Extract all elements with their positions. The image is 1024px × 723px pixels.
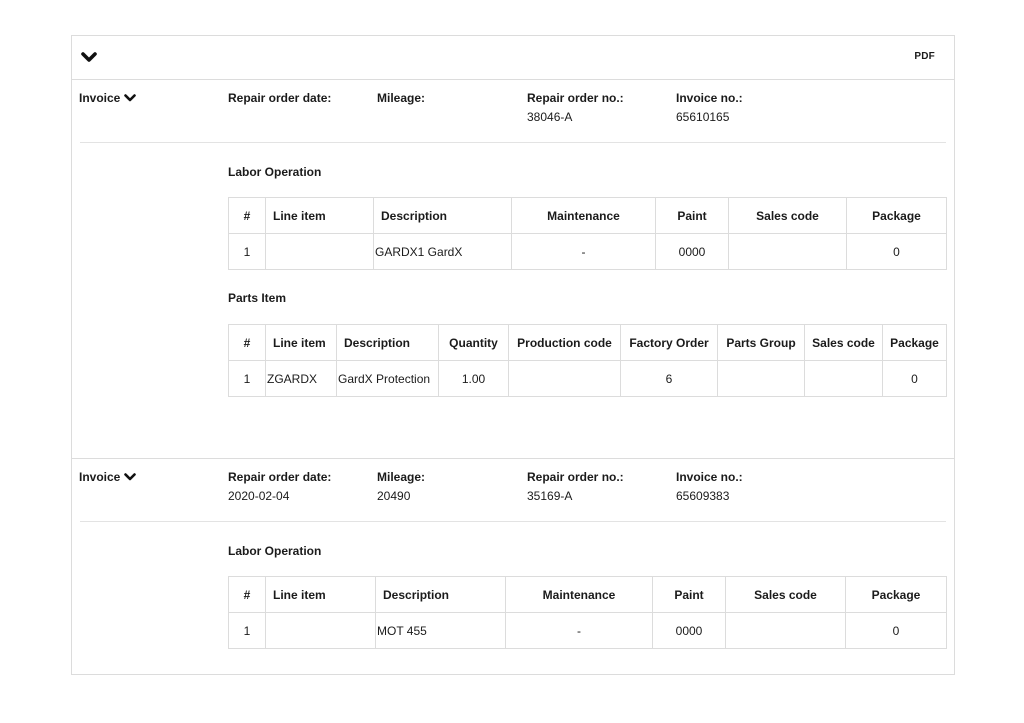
pdf-button[interactable]: PDF [914, 51, 935, 62]
column-header: Description [376, 577, 506, 613]
column-header: Package [883, 325, 947, 361]
column-header: Description [337, 325, 439, 361]
invoice-section [72, 460, 954, 674]
table-cell [726, 613, 846, 649]
repair-order-date [228, 91, 331, 110]
table-header-row [229, 577, 947, 613]
invoice-no [676, 470, 743, 503]
invoice-toggle[interactable] [79, 91, 136, 105]
table-cell [805, 361, 883, 397]
column-header: Production code [509, 325, 621, 361]
invoice-no-value: 65609383 [676, 489, 730, 503]
repair-order-no-value: 35169-A [527, 489, 573, 503]
column-header: Paint [656, 198, 729, 234]
column-header: Sales code [805, 325, 883, 361]
column-header: Parts Group [718, 325, 805, 361]
table-cell: 0 [847, 234, 947, 270]
column-header: Quantity [439, 325, 509, 361]
mileage-value: 20490 [377, 489, 411, 503]
invoice-toggle-label: Invoice [79, 91, 121, 105]
mileage-label: Mileage: [377, 470, 426, 484]
table-cell: MOT 455 [376, 613, 506, 649]
column-header: Sales code [729, 198, 847, 234]
table-cell: 1 [229, 613, 266, 649]
table-cell: 0 [846, 613, 947, 649]
table-row [229, 234, 947, 270]
table-cell [729, 234, 847, 270]
invoice-section [72, 81, 954, 457]
repair-order-no [527, 91, 624, 124]
repair-order-date-label: Repair order date: [228, 470, 332, 484]
invoice-no-value: 65610165 [676, 110, 730, 124]
table-cell [266, 234, 374, 270]
table-cell [718, 361, 805, 397]
table-cell: ZGARDX [266, 361, 337, 397]
labor-operation-heading: Labor Operation [228, 165, 322, 179]
labor-operation-table [228, 576, 947, 649]
repair-order-date-value: 2020-02-04 [228, 489, 290, 503]
table-cell: 1.00 [439, 361, 509, 397]
mileage [377, 470, 425, 503]
invoice-toggle[interactable] [79, 470, 136, 484]
table-cell: - [506, 613, 653, 649]
column-header: Paint [653, 577, 726, 613]
column-header: Maintenance [506, 577, 653, 613]
table-cell: - [512, 234, 656, 270]
invoice-no-label: Invoice no.: [676, 470, 743, 484]
divider [80, 142, 946, 143]
table-cell: 6 [621, 361, 718, 397]
invoice-toggle-label: Invoice [79, 470, 121, 484]
column-header: # [229, 577, 266, 613]
parts-item-table [228, 324, 947, 397]
column-header: Line item [266, 577, 376, 613]
column-header: # [229, 198, 266, 234]
chevron-down-icon [124, 94, 136, 103]
table-cell: GardX Protection [337, 361, 439, 397]
repair-order-no-label: Repair order no.: [527, 91, 624, 105]
invoice-panel [71, 35, 955, 675]
labor-operation-table [228, 197, 947, 270]
column-header: Line item [266, 198, 374, 234]
column-header: Package [846, 577, 947, 613]
divider [80, 521, 946, 522]
section-divider [72, 458, 954, 459]
table-cell: 1 [229, 234, 266, 270]
table-header-row [229, 198, 947, 234]
repair-order-date [228, 470, 331, 503]
mileage-label: Mileage: [377, 91, 426, 105]
table-cell: 0000 [653, 613, 726, 649]
repair-order-no-value: 38046-A [527, 110, 573, 124]
table-row [229, 613, 947, 649]
parts-item-heading: Parts Item [228, 291, 287, 305]
invoice-no-label: Invoice no.: [676, 91, 743, 105]
column-header: Maintenance [512, 198, 656, 234]
column-header: Factory Order [621, 325, 718, 361]
mileage [377, 91, 425, 110]
table-cell: 0000 [656, 234, 729, 270]
chevron-down-icon [124, 473, 136, 482]
repair-order-no [527, 470, 624, 503]
table-cell: 0 [883, 361, 947, 397]
labor-operation-heading: Labor Operation [228, 544, 322, 558]
column-header: # [229, 325, 266, 361]
repair-order-date-label: Repair order date: [228, 91, 332, 105]
table-cell [266, 613, 376, 649]
table-row [229, 361, 947, 397]
table-cell: 1 [229, 361, 266, 397]
column-header: Package [847, 198, 947, 234]
invoice-no [676, 91, 743, 124]
repair-order-no-label: Repair order no.: [527, 470, 624, 484]
table-header-row [229, 325, 947, 361]
column-header: Sales code [726, 577, 846, 613]
column-header: Description [374, 198, 512, 234]
table-cell: GARDX1 GardX [374, 234, 512, 270]
panel-toolbar [72, 36, 954, 80]
table-cell [509, 361, 621, 397]
column-header: Line item [266, 325, 337, 361]
chevron-down-icon[interactable] [81, 52, 99, 66]
